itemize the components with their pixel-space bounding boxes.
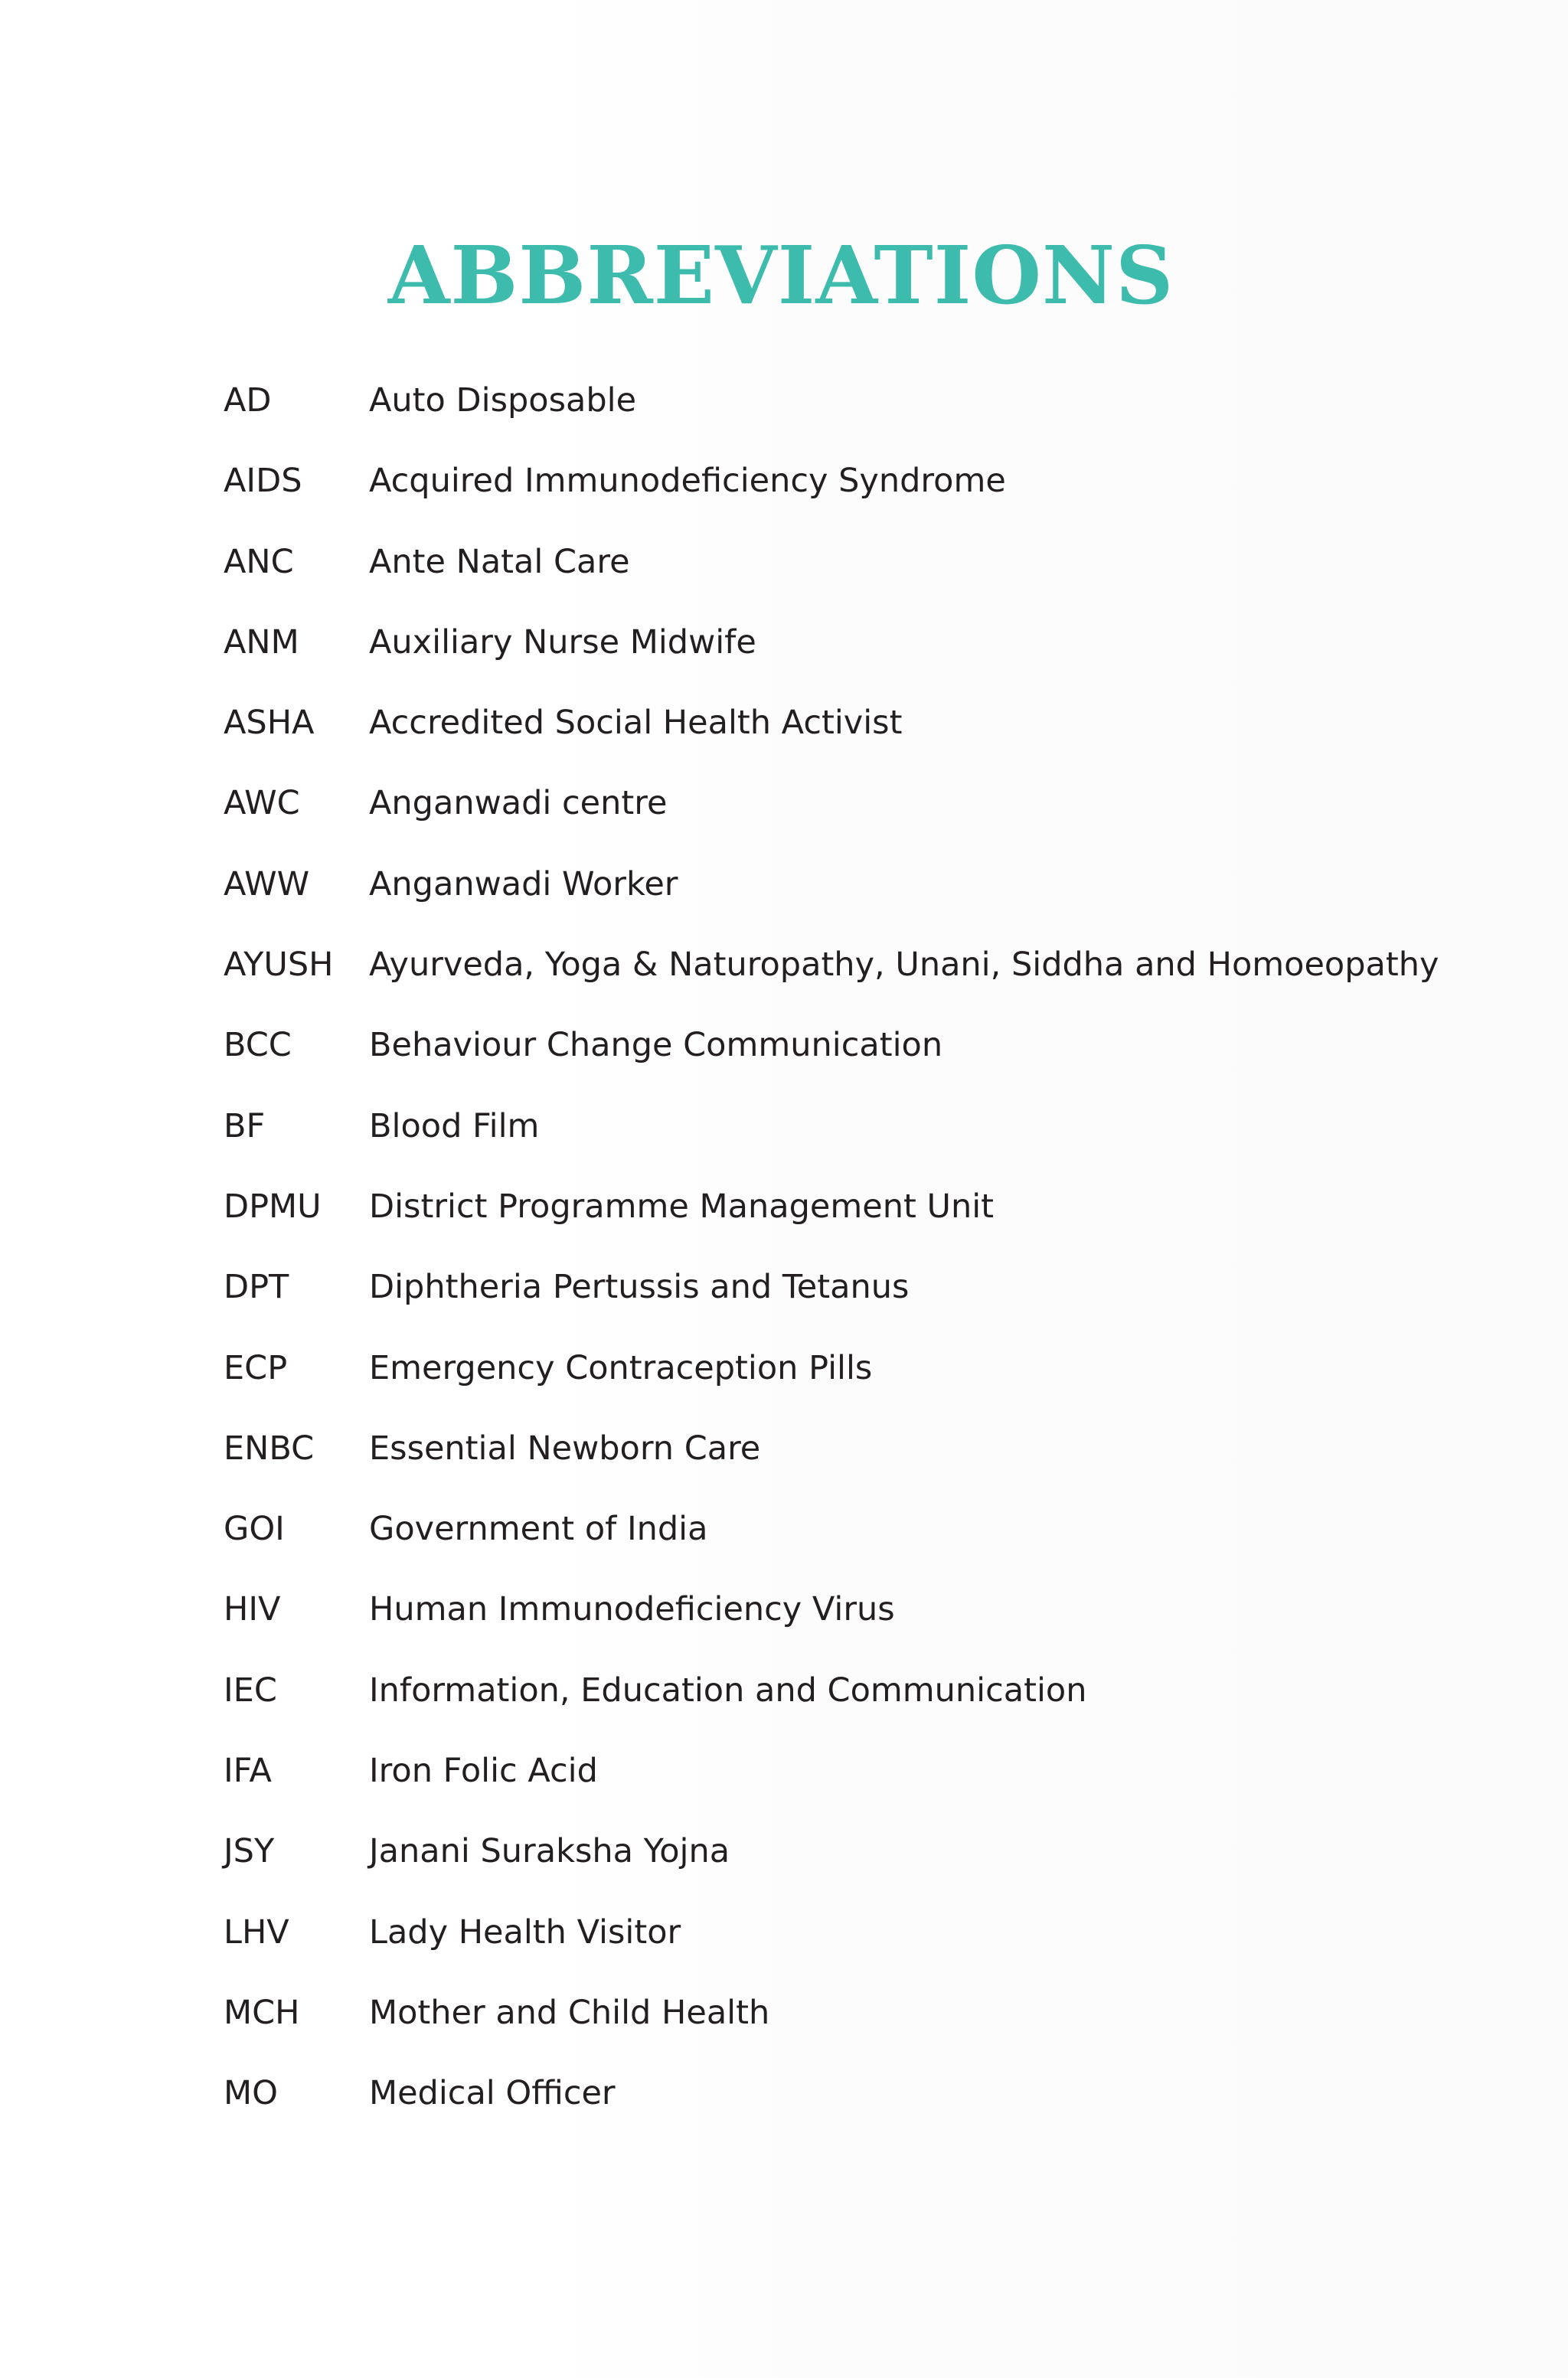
abbreviation-expansion: Mother and Child Health — [369, 1993, 770, 2032]
abbreviation-row — [224, 459, 1525, 539]
abbreviation-row — [224, 701, 1525, 781]
abbreviation-expansion: Ante Natal Care — [369, 542, 630, 581]
abbreviation-term: JSY — [224, 1832, 275, 1871]
abbreviation-expansion: District Programme Management Unit — [369, 1187, 995, 1226]
abbreviation-expansion: Government of India — [369, 1510, 708, 1549]
abbreviation-row — [224, 1104, 1525, 1184]
abbreviation-term: MCH — [224, 1993, 300, 2032]
abbreviation-term: MO — [224, 2074, 278, 2113]
abbreviation-term: ECP — [224, 1348, 288, 1387]
abbreviation-expansion: Blood Film — [369, 1106, 540, 1145]
abbreviation-row — [224, 1184, 1525, 1265]
abbreviation-row — [224, 540, 1525, 620]
abbreviation-term: DPMU — [224, 1187, 322, 1226]
abbreviation-term: IFA — [224, 1752, 272, 1791]
abbreviation-term: AIDS — [224, 462, 302, 501]
abbreviation-expansion: Auxiliary Nurse Midwife — [369, 622, 756, 661]
abbreviation-term: ANM — [224, 622, 299, 661]
abbreviation-expansion: Information, Education and Communication — [369, 1671, 1087, 1710]
abbreviation-expansion: Diphtheria Pertussis and Tetanus — [369, 1268, 910, 1307]
abbreviation-row — [224, 781, 1525, 861]
abbreviation-row — [224, 1991, 1525, 2071]
abbreviation-row — [224, 1265, 1525, 1345]
abbreviation-term: IEC — [224, 1671, 277, 1710]
abbreviation-expansion: Human Immunodeficiency Virus — [369, 1590, 895, 1629]
abbreviation-row — [224, 1668, 1525, 1749]
abbreviation-term: ENBC — [224, 1429, 315, 1468]
abbreviation-term: AYUSH — [224, 946, 334, 985]
abbreviation-row — [224, 1023, 1525, 1103]
abbreviation-row — [224, 1749, 1525, 1829]
abbreviation-row — [224, 1910, 1525, 1991]
abbreviation-term: BF — [224, 1106, 266, 1145]
abbreviation-term: AWC — [224, 784, 300, 823]
abbreviation-expansion: Lady Health Visitor — [369, 1913, 681, 1952]
abbreviation-expansion: Anganwadi Worker — [369, 864, 678, 903]
abbreviation-expansion: Essential Newborn Care — [369, 1429, 761, 1468]
abbreviation-expansion: Janani Suraksha Yojna — [369, 1832, 730, 1871]
abbreviation-term: BCC — [224, 1026, 292, 1065]
abbreviation-expansion: Anganwadi centre — [369, 784, 668, 823]
abbreviation-expansion: Auto Disposable — [369, 381, 637, 420]
abbreviation-row — [224, 1346, 1525, 1426]
abbreviation-row — [224, 862, 1525, 942]
abbreviation-term: AWW — [224, 864, 310, 903]
abbreviation-row — [224, 2071, 1525, 2151]
abbreviation-row — [224, 620, 1525, 701]
abbreviation-term: DPT — [224, 1268, 289, 1307]
abbreviation-term: ASHA — [224, 704, 315, 743]
abbreviation-expansion: Acquired Immunodeficiency Syndrome — [369, 462, 1006, 501]
abbreviation-row — [224, 1829, 1525, 1909]
abbreviation-row — [224, 1587, 1525, 1668]
abbreviation-expansion: Accredited Social Health Activist — [369, 704, 903, 743]
abbreviation-term: GOI — [224, 1510, 285, 1549]
abbreviation-term: LHV — [224, 1913, 289, 1952]
abbreviation-expansion: Ayurveda, Yoga & Naturopathy, Unani, Siddha and Homoeopathy — [369, 946, 1439, 985]
abbreviation-row — [224, 1507, 1525, 1587]
abbreviation-term: HIV — [224, 1590, 281, 1629]
abbreviation-row — [224, 942, 1525, 1023]
abbreviation-row — [224, 378, 1525, 459]
abbreviation-expansion: Iron Folic Acid — [369, 1752, 598, 1791]
abbreviation-term: AD — [224, 381, 272, 420]
abbreviation-term: ANC — [224, 542, 294, 581]
abbreviation-list — [224, 378, 1525, 2152]
abbreviation-row — [224, 1426, 1525, 1507]
abbreviation-expansion: Behaviour Change Communication — [369, 1026, 943, 1065]
page-title: ABBREVIATIONS — [387, 228, 1174, 322]
abbreviation-expansion: Medical Officer — [369, 2074, 616, 2113]
abbreviation-expansion: Emergency Contraception Pills — [369, 1348, 873, 1387]
